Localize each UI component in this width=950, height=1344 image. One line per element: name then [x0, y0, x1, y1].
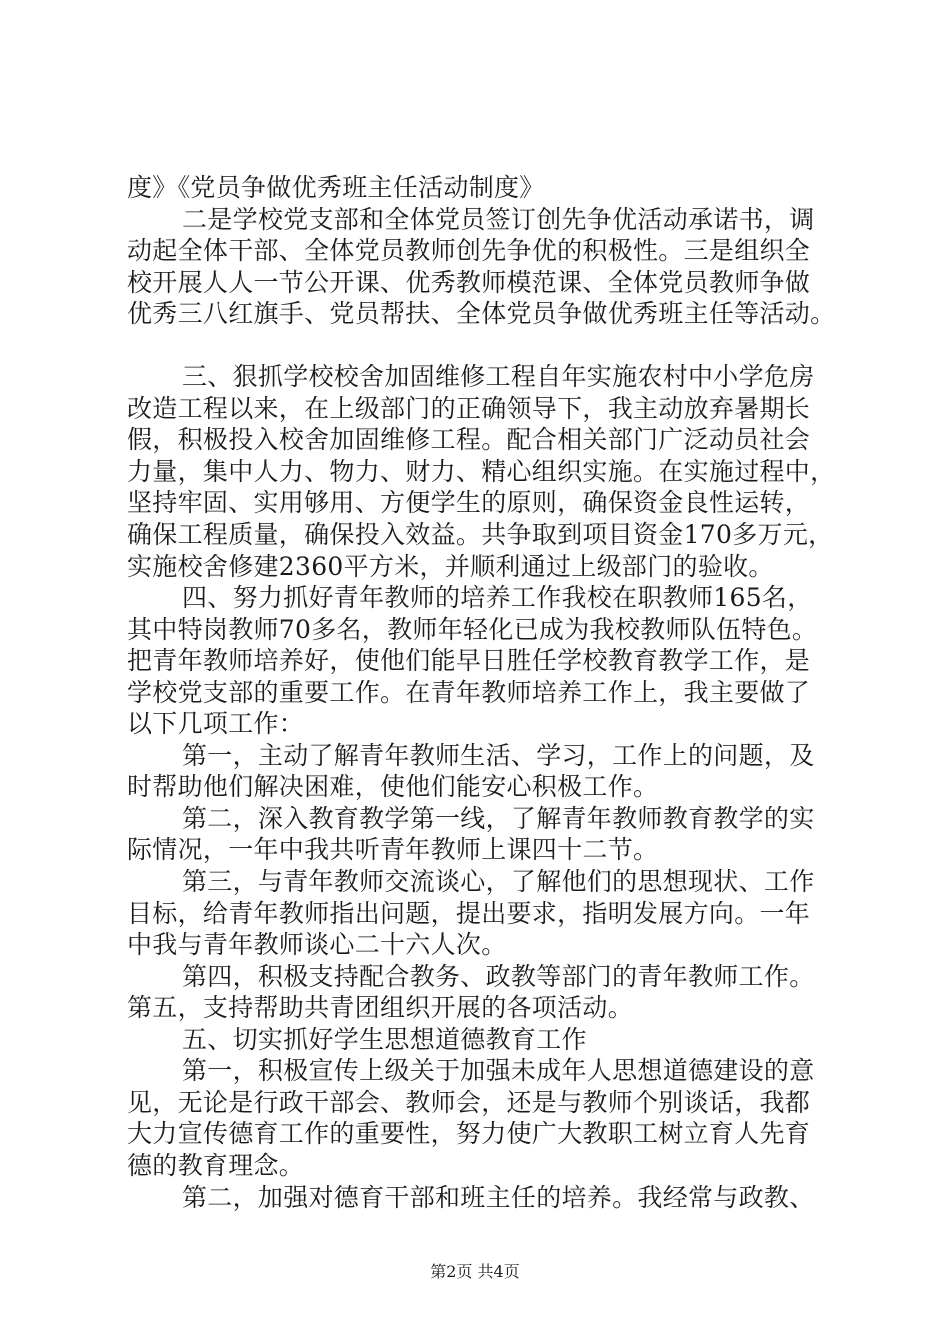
text-line: 把青年教师培养好，使他们能早日胜任学校教育教学工作，是	[127, 646, 811, 676]
text-line: 中我与青年教师谈心二十六人次。	[127, 930, 507, 960]
text-line: 第四，积极支持配合教务、政教等部门的青年教师工作。	[182, 961, 815, 991]
text-line: 德的教育理念。	[127, 1150, 305, 1180]
text-line: 学校党支部的重要工作。在青年教师培养工作上，我主要做了	[127, 677, 811, 707]
text-line: 优秀三八红旗手、党员帮扶、全体党员争做优秀班主任等活动。	[127, 299, 836, 329]
text-line: 际情况，一年中我共听青年教师上课四十二节。	[127, 835, 659, 865]
text-line: 五、切实抓好学生思想道德教育工作	[182, 1024, 587, 1054]
text-line: 坚持牢固、实用够用、方便学生的原则，确保资金良性运转，	[127, 488, 811, 518]
text-line: 目标，给青年教师指出问题，提出要求，指明发展方向。一年	[127, 898, 811, 928]
text-line: 时帮助他们解决困难，使他们能安心积极工作。	[127, 772, 659, 802]
page-footer	[0, 1262, 950, 1282]
text-line: 第一，主动了解青年教师生活、学习，工作上的问题，及	[182, 740, 815, 770]
text-line: 三、狠抓学校校舍加固维修工程自年实施农村中小学危房	[182, 362, 815, 392]
text-line: 第五，支持帮助共青团组织开展的各项活动。	[127, 993, 634, 1023]
text-line: 动起全体干部、全体党员教师创先争优的积极性。三是组织全	[127, 236, 811, 266]
text-line: 第二，加强对德育干部和班主任的培养。我经常与政教、	[182, 1182, 815, 1212]
text-line: 第二，深入教育教学第一线，了解青年教师教育教学的实	[182, 803, 815, 833]
paragraph-gap	[127, 330, 827, 362]
text-line: 确保工程质量，确保投入效益。共争取到项目资金170多万元，	[127, 520, 834, 550]
text-line: 大力宣传德育工作的重要性，努力使广大教职工树立育人先育	[127, 1119, 811, 1149]
text-line: 以下几项工作：	[127, 709, 305, 739]
text-line: 度》《党员争做优秀班主任活动制度》	[127, 173, 545, 202]
text-line: 四、努力抓好青年教师的培养工作我校在职教师165名，	[182, 583, 813, 613]
text-line: 改造工程以来，在上级部门的正确领导下，我主动放弃暑期长	[127, 393, 811, 423]
text-line: 力量，集中人力、物力、财力、精心组织实施。在实施过程中，	[127, 456, 836, 486]
text-line: 假，积极投入校舍加固维修工程。配合相关部门广泛动员社会	[127, 425, 811, 455]
text-line: 其中特岗教师70多名，教师年轻化已成为我校教师队伍特色。	[127, 614, 818, 644]
text-line: 二是学校党支部和全体党员签订创先争优活动承诺书，调	[182, 204, 815, 234]
text-line: 校开展人人一节公开课、优秀教师模范课、全体党员教师争做	[127, 267, 811, 297]
page-number: 第2页 共4页	[430, 1262, 520, 1281]
text-line: 实施校舍修建2360平方米，并顺利通过上级部门的验收。	[127, 551, 774, 581]
text-line: 第一，积极宣传上级关于加强未成年人思想道德建设的意	[182, 1056, 815, 1086]
text-line: 见，无论是行政干部会、教师会，还是与教师个别谈话，我都	[127, 1087, 811, 1117]
text-line: 第三，与青年教师交流谈心，了解他们的思想现状、工作	[182, 867, 815, 897]
document-body	[127, 172, 836, 1213]
